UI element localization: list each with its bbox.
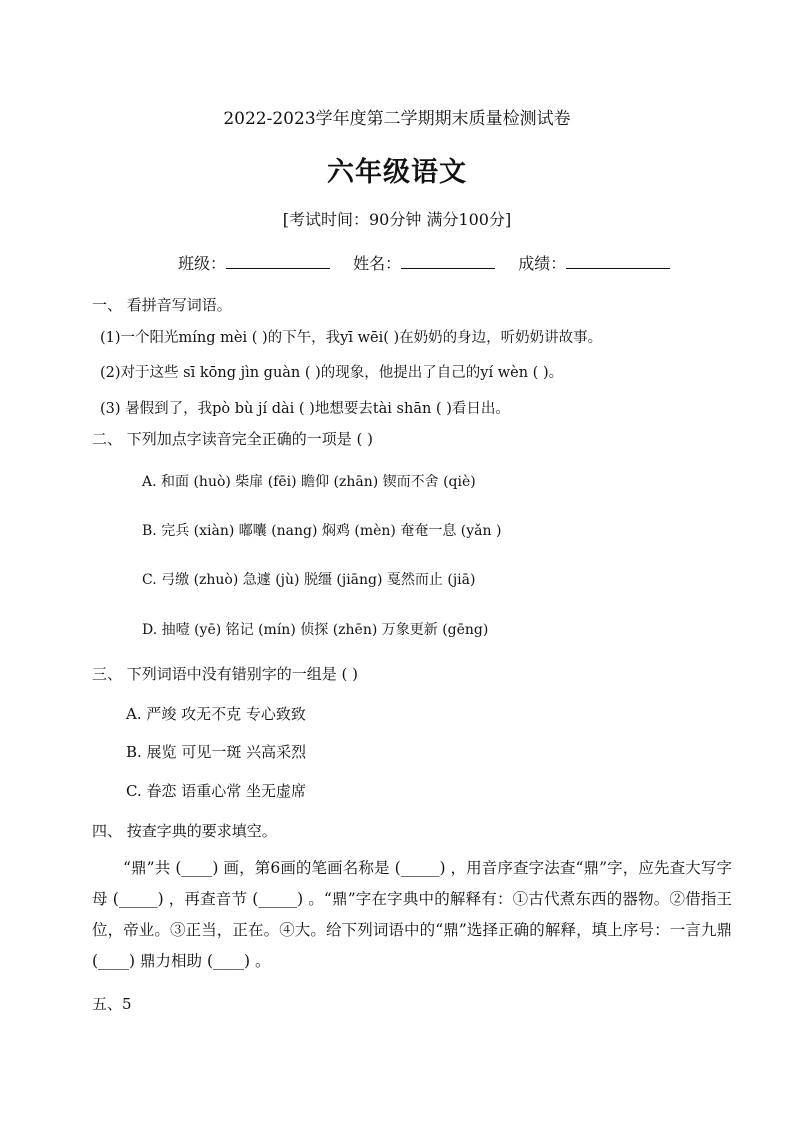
q1-line-3: (3) 暑假到了，我pò bù jí dài ( )地想要去tài shān ( )看日出。 [100, 401, 510, 417]
exam-info: [考试时间：90分钟 满分100分] [282, 210, 512, 229]
score-blank[interactable] [566, 254, 670, 269]
q1-heading: 一、 看拼音写词语。 [92, 296, 232, 314]
score-field [518, 251, 670, 274]
class-field [178, 251, 330, 274]
q2-option-b: B. 完兵 (xiàn) 嘟囔 (nang) 焖鸡 (mèn) 奄奄一息 (yǎn ) [142, 523, 502, 539]
q4-heading: 四、 按查字典的要求填空。 [92, 822, 277, 840]
q2-option-c: C. 弓缴 (zhuò) 急遽 (jù) 脱缰 (jiāng) 戛然而止 (jiā) [142, 572, 476, 588]
q3-option-a: A. 严竣 攻无不克 专心致致 [126, 705, 306, 723]
name-label: 姓名： [353, 254, 402, 273]
class-blank[interactable] [226, 254, 330, 269]
q2-option-a: A. 和面 (huò) 柴扉 (fēi) 瞻仰 (zhān) 锲而不舍 (qiè) [142, 474, 476, 490]
q5-heading: 五、5 [92, 995, 132, 1013]
exam-subtitle: 2022-2023学年度第二学期期末质量检测试卷 [223, 109, 571, 129]
name-field [353, 251, 495, 274]
page-title: 六年级语文 [327, 157, 467, 188]
q1-line-2: (2)对于这些 sī kōng jìn guàn ( )的现象，他提出了自己的yí wèn ( )。 [100, 365, 564, 381]
class-label: 班级： [178, 254, 227, 273]
q2-heading: 二、 下列加点字读音完全正确的一项是 ( ) [92, 430, 374, 448]
score-label: 成绩： [518, 254, 567, 273]
q2-option-d: D. 抽噎 (yē) 铭记 (mín) 侦探 (zhēn) 万象更新 (gēng) [142, 622, 489, 638]
q3-heading: 三、 下列词语中没有错别字的一组是 ( ) [92, 665, 359, 683]
q3-option-c: C. 眷恋 语重心常 坐无虚席 [126, 782, 307, 800]
name-blank[interactable] [401, 254, 495, 269]
q3-option-b: B. 展览 可见一斑 兴高采烈 [126, 743, 307, 761]
q1-line-1: (1)一个阳光míng mèi ( )的下午，我yī wēi( )在奶奶的身边，听奶奶讲故事。 [100, 330, 603, 346]
student-info-row [178, 251, 688, 274]
q4-paragraph: “鼎”共 (____) 画，第6画的笔画名称是 (_____) ，用音序查字法查“鼎”字，应先查大写字母 (_____) ，再查音节 (_____) 。“鼎”字在字典中的解释有：①古代煮东西的器物。②借指王位，帝业。③正当，正在。④大。给下列词语中的“鼎”选择正确的解释，填上序号：一言九鼎 (____) 鼎力相助 (____) 。 [92, 859, 732, 970]
